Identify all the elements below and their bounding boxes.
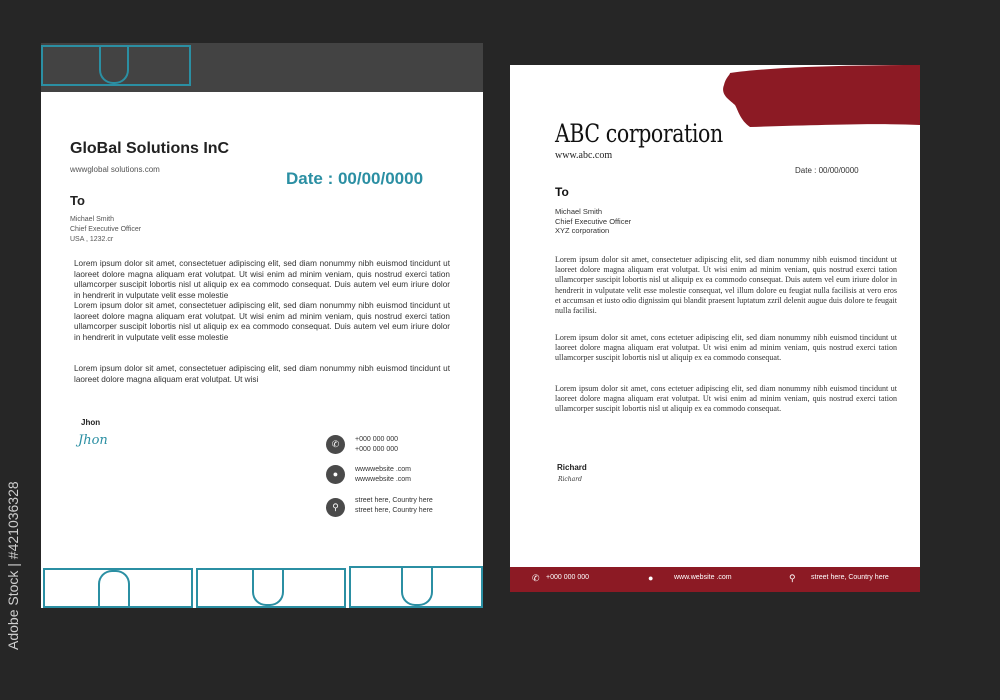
body-paragraph-3: Lorem ipsum dolor sit amet, consectetuer adipiscing elit, sed diam nonummy nibh euismod tincidunt ut laoreet dolore magna aliquam erat volutpat. Ut wisi (74, 364, 450, 384)
recipient-block (555, 207, 631, 236)
recipient-name: Michael Smith (555, 207, 603, 216)
globe-icon: ● (648, 573, 654, 583)
phone-icon: ✆ (532, 573, 540, 583)
body-paragraph-3: Lorem ipsum dolor sit amet, cons ectetuer adipiscing elit, sed diam nonummy nibh euismod tincidunt ut laoreet dolore magna aliquam erat volutpat. Ut wisi enim ad minim veniam, quis nostrud exerci tation ullamcorper suscipit lobortis nisl ut aliquip ex ea commodo consequat. (555, 384, 897, 414)
letter-date: Date : 00/00/0000 (286, 169, 424, 188)
signature: Jhon (78, 433, 108, 448)
letterhead-abc-corporation (510, 65, 920, 592)
recipient-title: Chief Executive Officer (70, 226, 142, 233)
recipient-address: USA , 1232.cr (70, 236, 114, 243)
signature: Richard (558, 476, 582, 483)
footer-tab-2 (252, 568, 284, 606)
contact-phone (355, 435, 398, 454)
globe-icon: ● (326, 465, 345, 484)
footer-band (510, 567, 920, 592)
company-website: wwwglobal solutions.com (70, 165, 160, 174)
footer-website: www.website .com (674, 574, 732, 581)
recipient-title: Chief Executive Officer (555, 216, 632, 226)
location-pin-icon: ⚲ (789, 573, 796, 583)
body-paragraph-1: Lorem ipsum dolor sit amet, consectetuer adipiscing elit, sed diam nonummy nibh euismod tincidunt ut laoreet dolore magna aliquam erat volutpat. Ut wisi enim ad minim veniam, quis nostrud exerci tation ullamcorper suscipit lobortis nisl ut aliquip ex ea commodo consequat. Duis autem vel eum iriure dolor in hendrerit in vulputate velit esse molestie (74, 259, 450, 300)
footer-tab-3 (401, 566, 433, 606)
body-paragraph-2: Lorem ipsum dolor sit amet, cons ectetuer adipiscing elit, sed diam nonummy nibh euismod tincidunt ut laoreet dolore magna aliquam erat volutpat. Ut wisi enim ad minim veniam, quis nostrud exerci tation ullamcorper suscipit lobortis nisl ut aliquip ex ea commodo consequat. (555, 333, 897, 363)
header-tab-shape (99, 45, 129, 84)
footer-phone: +000 000 000 (546, 574, 590, 581)
to-heading: To (70, 193, 85, 208)
phone-icon: ✆ (326, 435, 345, 454)
footer-tab-1 (98, 570, 130, 608)
contact-web (355, 465, 411, 484)
recipient-company: XYZ corporation (555, 226, 610, 235)
contact-address (355, 496, 433, 515)
signer-name: Richard (557, 463, 587, 472)
recipient-name: Michael Smith (70, 216, 114, 223)
header-brush-shape (710, 65, 920, 127)
phone-line-2: +000 000 000 (355, 445, 399, 453)
to-heading: To (555, 185, 569, 199)
company-name: ABC corporation (555, 119, 723, 148)
web-line-1: wwwwebsite .com (355, 466, 412, 473)
body-paragraph-1: Lorem ipsum dolor sit amet, consectetuer adipiscing elit, sed diam nonummy nibh euismod tincidunt ut laoreet dolore magna aliquam erat volutpat. Ut wisi enim ad minim veniam, quis nostrud exerci tation ullamcorper suscipit lobortis nisl ut aliquip ex ea commodo consequat. Duis autem vel eum iriure dolor in hendrerit in vulputate velit esse molestie consequat, vel illum dolore eu feugiat nulla facilisis at vero eros et accumsan et iusto odio dignissim qui blandit praesent luptatum zzril delenit augue duis dolore te feugait nulla facilisi. (555, 255, 897, 316)
company-name: GloBal Solutions InC (70, 140, 230, 157)
letter-date: Date : 00/00/0000 (795, 166, 859, 175)
company-website: www.abc.com (555, 150, 613, 161)
recipient-block (70, 215, 141, 245)
footer-address: street here, Country here (811, 574, 889, 581)
stock-credit: Adobe Stock | #421036328 (5, 481, 21, 650)
web-line-2: wwwwebsite .com (355, 475, 412, 483)
letterhead-global-solutions (41, 43, 483, 608)
signer-name: Jhon (81, 418, 101, 427)
phone-line-1: +000 000 000 (355, 436, 399, 443)
location-pin-icon: ⚲ (326, 498, 345, 517)
body-paragraph-2: Lorem ipsum dolor sit amet, consectetuer adipiscing elit, sed diam nonummy nibh euismod tincidunt ut laoreet dolore magna aliquam erat volutpat. Ut wisi enim ad minim veniam, quis nostrud exerci tation ullamcorper suscipit lobortis nisl ut aliquip ex ea commodo consequat. Duis autem vel eum iriure dolor in hendrerit in vulputate velit esse molestie (74, 301, 450, 342)
address-line-1: street here, Country here (355, 497, 433, 504)
address-line-2: street here, Country here (355, 506, 433, 514)
